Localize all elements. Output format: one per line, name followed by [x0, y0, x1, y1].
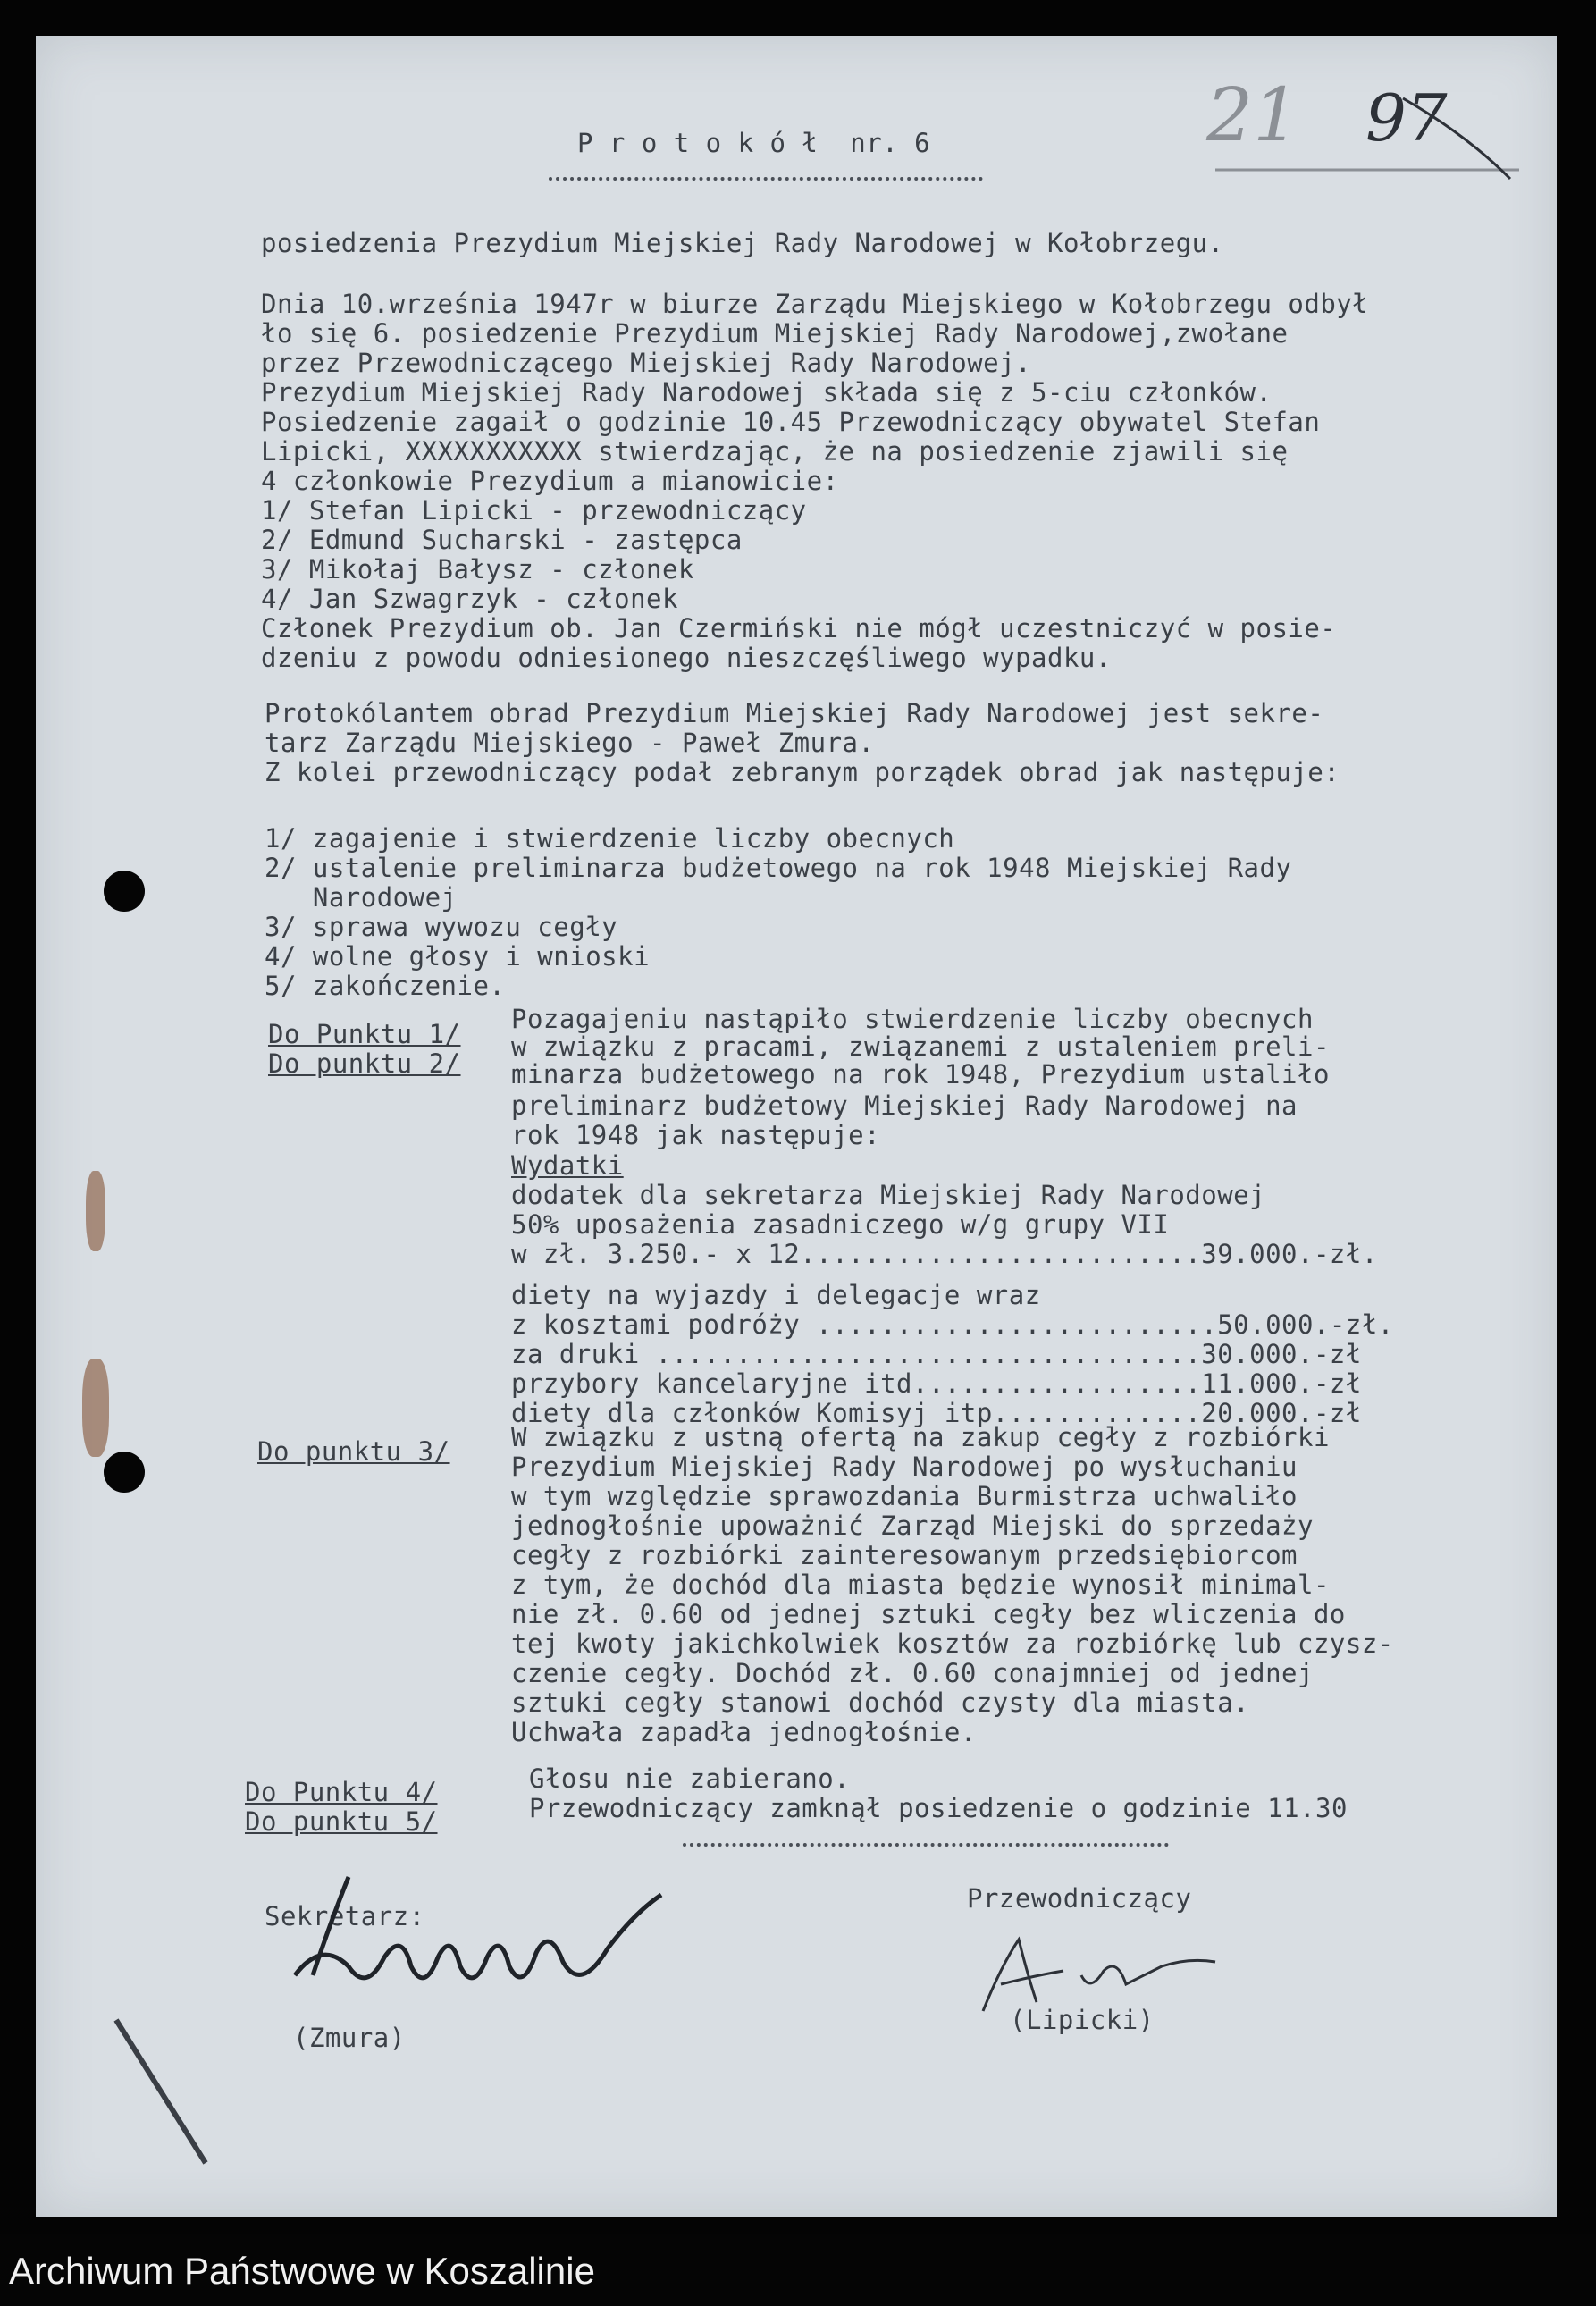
- binder-hole-bottom: [104, 1452, 145, 1493]
- point-3-line: nie zł. 0.60 od jednej sztuki cegły bez wliczenia do: [511, 1599, 1346, 1629]
- archive-footer: [0, 2234, 1596, 2306]
- chairman-name: (Lipicki): [1010, 2005, 1155, 2035]
- point-2-line: rok 1948 jak następuje:: [511, 1120, 881, 1150]
- member-line: 2/ Edmund Sucharski - zastępca: [261, 525, 743, 555]
- secretary-name: (Zmura): [293, 2023, 406, 2053]
- secretary-signature: [268, 1859, 679, 2020]
- closing-divider: [683, 1843, 1169, 1847]
- point-2-line: minarza budżetowego na rok 1948, Prezydium ustaliło: [511, 1059, 1330, 1090]
- protocol-line: tarz Zarządu Miejskiego - Paweł Zmura.: [265, 728, 875, 758]
- document-title: P r o t o k ó ł nr. 6: [577, 128, 931, 158]
- expense-line: za druki ..................................30.000.-zł: [511, 1339, 1362, 1369]
- agenda-item: 3/ sprawa wywozu cegły: [265, 912, 618, 942]
- archive-number-1: 21: [1206, 73, 1300, 158]
- point-3-line: cegły z rozbiórki zainteresowanym przedsiębiorcom: [511, 1540, 1298, 1570]
- point-2-line: preliminarz budżetowy Miejskiej Rady Narodowej na: [511, 1090, 1298, 1121]
- rust-stain: [82, 1359, 109, 1457]
- intro-line: Lipicki, XXXXXXXXXXX stwierdzając, że na posiedzenie zjawili się: [261, 436, 1289, 467]
- binder-hole-top: [104, 871, 145, 912]
- point-1-label: Do Punktu 1/: [268, 1019, 461, 1049]
- point-3-line: W związku z ustną ofertą na zakup cegły z rozbiórki: [511, 1422, 1330, 1452]
- intro-line: dzeniu z powodu odniesionego nieszczęśliwego wypadku.: [261, 643, 1112, 673]
- expense-line: przybory kancelaryjne itd..................11.000.-zł: [511, 1368, 1362, 1399]
- point-5-text: Przewodniczący zamknął posiedzenie o godzinie 11.30: [529, 1793, 1348, 1823]
- intro-line: 4 członkowie Prezydium a mianowicie:: [261, 466, 839, 496]
- archive-number-2: 97: [1365, 80, 1448, 156]
- member-line: 4/ Jan Szwagrzyk - członek: [261, 584, 678, 614]
- intro-line: przez Przewodniczącego Miejskiej Rady Narodowej.: [261, 348, 1032, 378]
- point-3-line: sztuki cegły stanowi dochód czysty dla miasta.: [511, 1687, 1250, 1718]
- point-3-line: jednogłośnie upoważnić Zarząd Miejski do sprzedaży: [511, 1511, 1314, 1541]
- intro-line: Posiedzenie zagaił o godzinie 10.45 Przewodniczący obywatel Stefan: [261, 407, 1321, 437]
- protocol-line: Protokólantem obrad Prezydium Miejskiej Rady Narodowej jest sekre-: [265, 698, 1324, 728]
- secretary-title: Sekretarz:: [265, 1901, 425, 1931]
- point-4-label: Do Punktu 4/: [245, 1777, 438, 1807]
- header-line: posiedzenia Prezydium Miejskiej Rady Narodowej w Kołobrzegu.: [261, 228, 1224, 258]
- expense-line: z kosztami podróży .........................50.000.-zł.: [511, 1309, 1394, 1340]
- expenses-heading: Wydatki: [511, 1150, 624, 1181]
- point-4-text: Głosu nie zabierano.: [529, 1763, 851, 1794]
- point-3-line: Prezydium Miejskiej Rady Narodowej po wysłuchaniu: [511, 1452, 1298, 1482]
- agenda-item: 2/ ustalenie preliminarza budżetowego na rok 1948 Miejskiej Rady: [265, 853, 1292, 883]
- chairman-title: Przewodniczący: [967, 1883, 1192, 1914]
- point-3-label: Do punktu 3/: [257, 1436, 450, 1467]
- point-3-line: Uchwała zapadła jednogłośnie.: [511, 1717, 977, 1747]
- agenda-item: 4/ wolne głosy i wnioski: [265, 941, 651, 972]
- protocol-line: Z kolei przewodniczący podał zebranym porządek obrad jak następuje:: [265, 757, 1340, 787]
- point-3-line: z tym, że dochód dla miasta będzie wynosił minimal-: [511, 1570, 1330, 1600]
- intro-line: Dnia 10.września 1947r w biurze Zarządu Miejskiego w Kołobrzegu odbył: [261, 289, 1369, 319]
- agenda-item: 1/ zagajenie i stwierdzenie liczby obecnych: [265, 823, 955, 854]
- archive-name: Archiwum Państwowe w Koszalinie: [9, 2250, 595, 2292]
- expense-line: diety na wyjazdy i delegacje wraz: [511, 1280, 1041, 1310]
- agenda-item: Narodowej: [265, 882, 458, 913]
- point-2-overlay-line: w związku z pracami, związanemi z ustaleniem preli-: [511, 1031, 1330, 1062]
- member-line: 1/ Stefan Lipicki - przewodniczący: [261, 495, 807, 526]
- expense-line: diety dla członków Komisyj itp.............20.000.-zł: [511, 1398, 1362, 1428]
- point-1-text: Pozagajeniu nastąpiło stwierdzenie liczby obecnych: [511, 1004, 1314, 1034]
- intro-line: Członek Prezydium ob. Jan Czermiński nie mógł uczestniczyć w posie-: [261, 613, 1337, 644]
- rust-stain: [86, 1171, 105, 1251]
- agenda-item: 5/ zakończenie.: [265, 971, 506, 1001]
- expense-line: dodatek dla sekretarza Miejskiej Rady Narodowej: [511, 1180, 1266, 1210]
- point-3-line: czenie cegły. Dochód zł. 0.60 conajmniej od jednej: [511, 1658, 1314, 1688]
- title-underline: [549, 177, 983, 181]
- archive-number-strike: [1180, 80, 1537, 188]
- document-page: [36, 36, 1557, 2217]
- member-line: 3/ Mikołaj Bałysz - członek: [261, 554, 694, 585]
- intro-line: ło się 6. posiedzenie Prezydium Miejskiej Rady Narodowej,zwołane: [261, 318, 1289, 349]
- intro-line: Prezydium Miejskiej Rady Narodowej składa się z 5-ciu członków.: [261, 377, 1273, 408]
- margin-pencil-mark: [107, 2011, 214, 2172]
- expense-line: w zł. 3.250.- x 12.........................39.000.-zł.: [511, 1239, 1378, 1269]
- expense-line: 50% uposażenia zasadniczego w/g grupy VII: [511, 1209, 1170, 1240]
- point-3-line: w tym względzie sprawozdania Burmistrza uchwaliło: [511, 1481, 1298, 1511]
- point-3-line: tej kwoty jakichkolwiek kosztów za rozbiórkę lub czysz-: [511, 1629, 1394, 1659]
- point-2-label: Do punktu 2/: [268, 1048, 461, 1079]
- point-5-label: Do punktu 5/: [245, 1806, 438, 1837]
